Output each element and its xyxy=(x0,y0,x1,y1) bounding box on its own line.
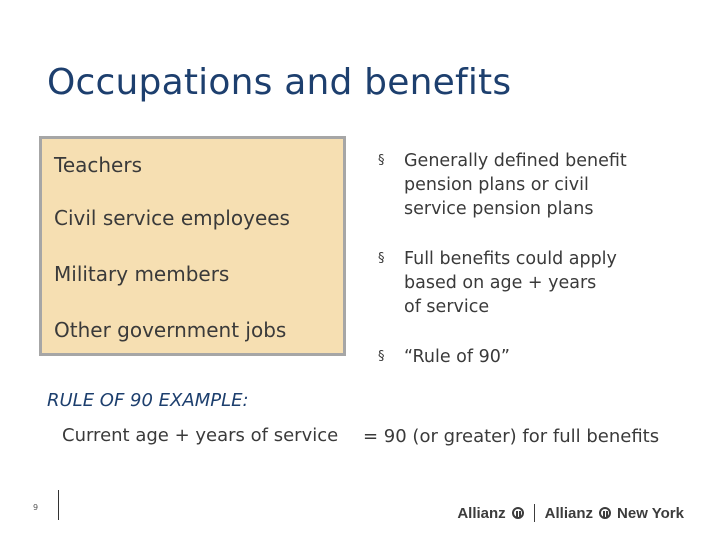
occupations-box xyxy=(39,136,346,356)
bullet-line: Full benefits could apply xyxy=(404,249,617,269)
rule-heading: RULE OF 90 EXAMPLE: xyxy=(47,390,249,411)
rule-result: = 90 (or greater) for full benefits xyxy=(363,426,660,447)
allianz-eagle-icon xyxy=(599,507,611,519)
occupation-item: Military members xyxy=(54,262,230,286)
bullet-marker: § xyxy=(378,251,385,266)
occupation-item: Teachers xyxy=(54,153,142,177)
brand-name: Allianz xyxy=(544,504,594,522)
slide-title: Occupations and benefits xyxy=(47,62,512,103)
bullet-line: Generally defined benefit xyxy=(404,151,627,171)
occupation-item: Other government jobs xyxy=(54,318,287,342)
logo-divider xyxy=(534,504,535,522)
bullet-line: “Rule of 90” xyxy=(404,347,510,367)
page-number: 9 xyxy=(33,503,39,512)
bullet-line: based on age + years xyxy=(404,273,597,293)
bullet-line: pension plans or civil xyxy=(404,175,589,195)
brand-name: Allianz xyxy=(457,504,506,522)
benefit-bullets xyxy=(378,149,708,369)
bullet-line: of service xyxy=(404,297,490,317)
footer-divider xyxy=(58,490,59,520)
bullet-line: service pension plans xyxy=(404,199,594,219)
brand-suffix: New York xyxy=(617,504,684,522)
bullet-item xyxy=(378,345,708,369)
bullet-marker: § xyxy=(378,349,385,364)
bullet-marker: § xyxy=(378,153,385,168)
occupation-item: Civil service employees xyxy=(54,206,290,230)
bullet-item xyxy=(378,149,708,221)
bullet-item xyxy=(378,247,708,319)
rule-formula: Current age + years of service xyxy=(62,425,339,446)
allianz-logo xyxy=(457,504,684,522)
allianz-eagle-icon xyxy=(512,507,524,519)
